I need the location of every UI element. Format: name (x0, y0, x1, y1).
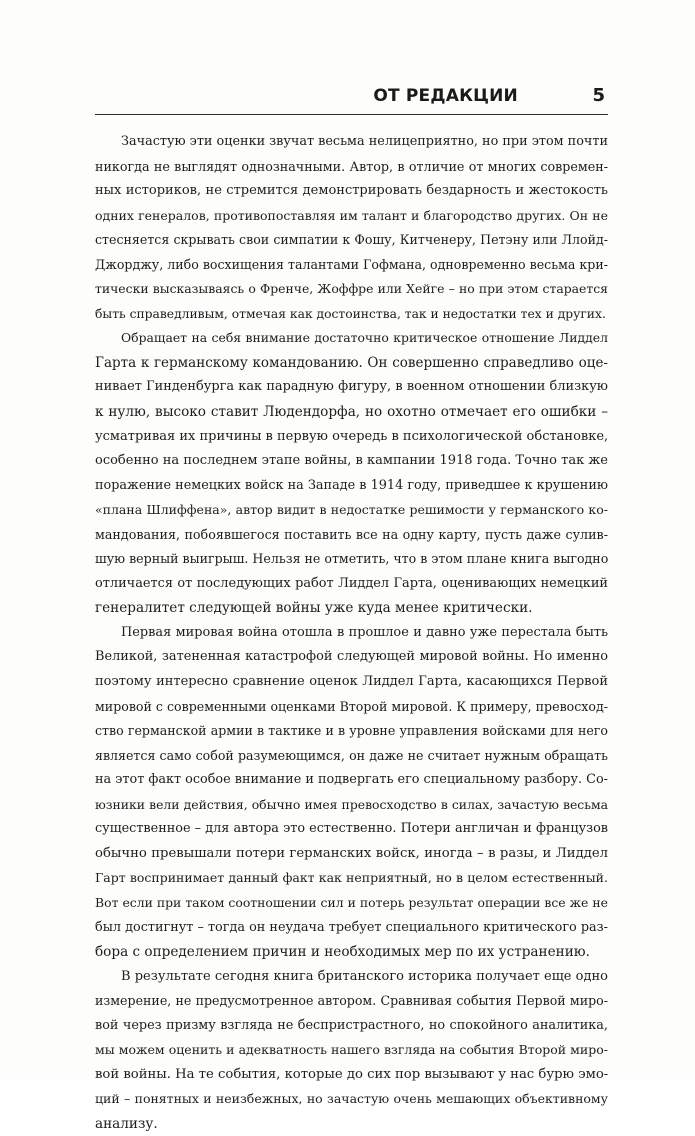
text-line: вой войны. На те события, которые до сих пор вызывают у нас бурю эмо- (95, 1066, 608, 1082)
text-line: к нулю, высоко ставит Людендорфа, но охотно отмечает его ошибки – (95, 404, 608, 421)
body-text (95, 130, 608, 1136)
text-line: вой через призму взгляда не беспристрастного, но спокойного аналитика, (95, 1017, 608, 1033)
text-line: существенное – для автора это естественно. Потери англичан и французов (95, 821, 608, 837)
text-line: ций – понятных и неизбежных, но зачастую очень мешающих объективному (95, 1091, 608, 1107)
text-line: «плана Шлиффена», автор видит в недостатке решимости у германского ко- (95, 502, 608, 518)
text-line: одних генералов, противопоставляя им талант и благородство других. Он не (95, 207, 608, 223)
text-line: ство германской армии в тактике и в уровне управления войсками для него (95, 723, 608, 739)
paragraph-1 (95, 130, 608, 326)
text-line: мировой с современными оценками Второй мировой. К примеру, превосход- (95, 698, 608, 714)
text-line: шую верный выигрыш. Нельзя не отметить, что в этом плане книга выгодно (95, 551, 608, 567)
paragraph-3 (95, 621, 608, 965)
text-line: генералитет следующей войны уже куда менее критически. (95, 600, 533, 617)
text-line: Зачастую эти оценки звучат весьма нелицеприятно, но при этом почти (121, 134, 608, 149)
paragraph-2 (95, 326, 608, 621)
text-line: Гарт воспринимает данный факт как неприятный, но в целом естественный. (95, 870, 608, 886)
text-line: мы можем оценить и адекватность нашего взгляда на события Второй миро- (95, 1042, 608, 1058)
text-line: Джорджу, либо восхищения талантами Гофмана, одновременно весьма кри- (95, 256, 608, 272)
paragraph-4 (95, 965, 608, 1136)
running-header (95, 84, 608, 112)
text-line: измерение, не предусмотренное автором. Сравнивая события Первой миро- (95, 993, 608, 1009)
text-line: анализу. (95, 1115, 158, 1132)
text-line: Вот если при таком соотношении сил и потерь результат операции все же не (95, 894, 608, 910)
text-line: является само собой разумеющимся, он даже не считает нужным обращать (95, 747, 608, 763)
text-line: тически высказываясь о Френче, Жоффре или Хейге – но при этом старается (95, 281, 608, 297)
text-line: ных историков, не стремится демонстрировать бездарность и жестокость (95, 183, 608, 199)
text-line: быть справедливым, отмечая как достоинства, так и недостатки тех и других. (95, 306, 606, 321)
page-number: 5 (592, 85, 605, 106)
text-line: усматривая их причины в первую очередь в психологической обстановке, (95, 428, 608, 444)
text-line: бора с определением причин и необходимых мер по их устранению. (95, 944, 590, 961)
text-line: обычно превышали потери германских войск, иногда – в разы, и Лиддел (95, 845, 608, 861)
running-title: ОТ РЕДАКЦИИ (373, 86, 518, 106)
text-line: Первая мировая война отошла в прошлое и давно уже перестала быть (121, 624, 608, 640)
text-line: юзники вели действия, обычно имея превосходство в силах, зачастую весьма (95, 796, 608, 812)
text-line: отличается от последующих работ Лиддел Гарта, оценивающих немецкий (95, 575, 608, 591)
text-line: поражение немецких войск на Западе в 1914 году, приведшее к крушению (95, 477, 608, 493)
text-line: Гарта к германскому командованию. Он совершенно справедливо оце- (95, 354, 608, 371)
text-line: В результате сегодня книга британского историка получает еще одно (121, 968, 608, 984)
text-line: мандования, побоявшегося поставить все на одну карту, пусть даже сулив- (95, 526, 608, 542)
text-line: Великой, затененная катастрофой следующей мировой войны. Но именно (95, 649, 608, 665)
text-line: был достигнут – тогда он неудача требует специального критического раз- (95, 919, 608, 935)
text-line: нивает Гинденбурга как парадную фигуру, в военном отношении близкую (95, 379, 608, 395)
text-line: особенно на последнем этапе войны, в кампании 1918 года. Точно так же (95, 453, 608, 469)
text-line: стесняется скрывать свои симпатии к Фошу, Китченеру, Петэну или Ллойд- (95, 232, 608, 248)
text-line: Обращает на себя внимание достаточно критическое отношение Лиддел (121, 330, 608, 346)
text-line: никогда не выглядят однозначными. Автор, в отличие от многих современ- (95, 158, 608, 174)
text-line: на этот факт особое внимание и подвергать его специальному разбору. Со- (95, 772, 608, 788)
text-line: поэтому интересно сравнение оценок Лиддел Гарта, касающихся Первой (95, 674, 608, 690)
header-rule (95, 114, 608, 115)
